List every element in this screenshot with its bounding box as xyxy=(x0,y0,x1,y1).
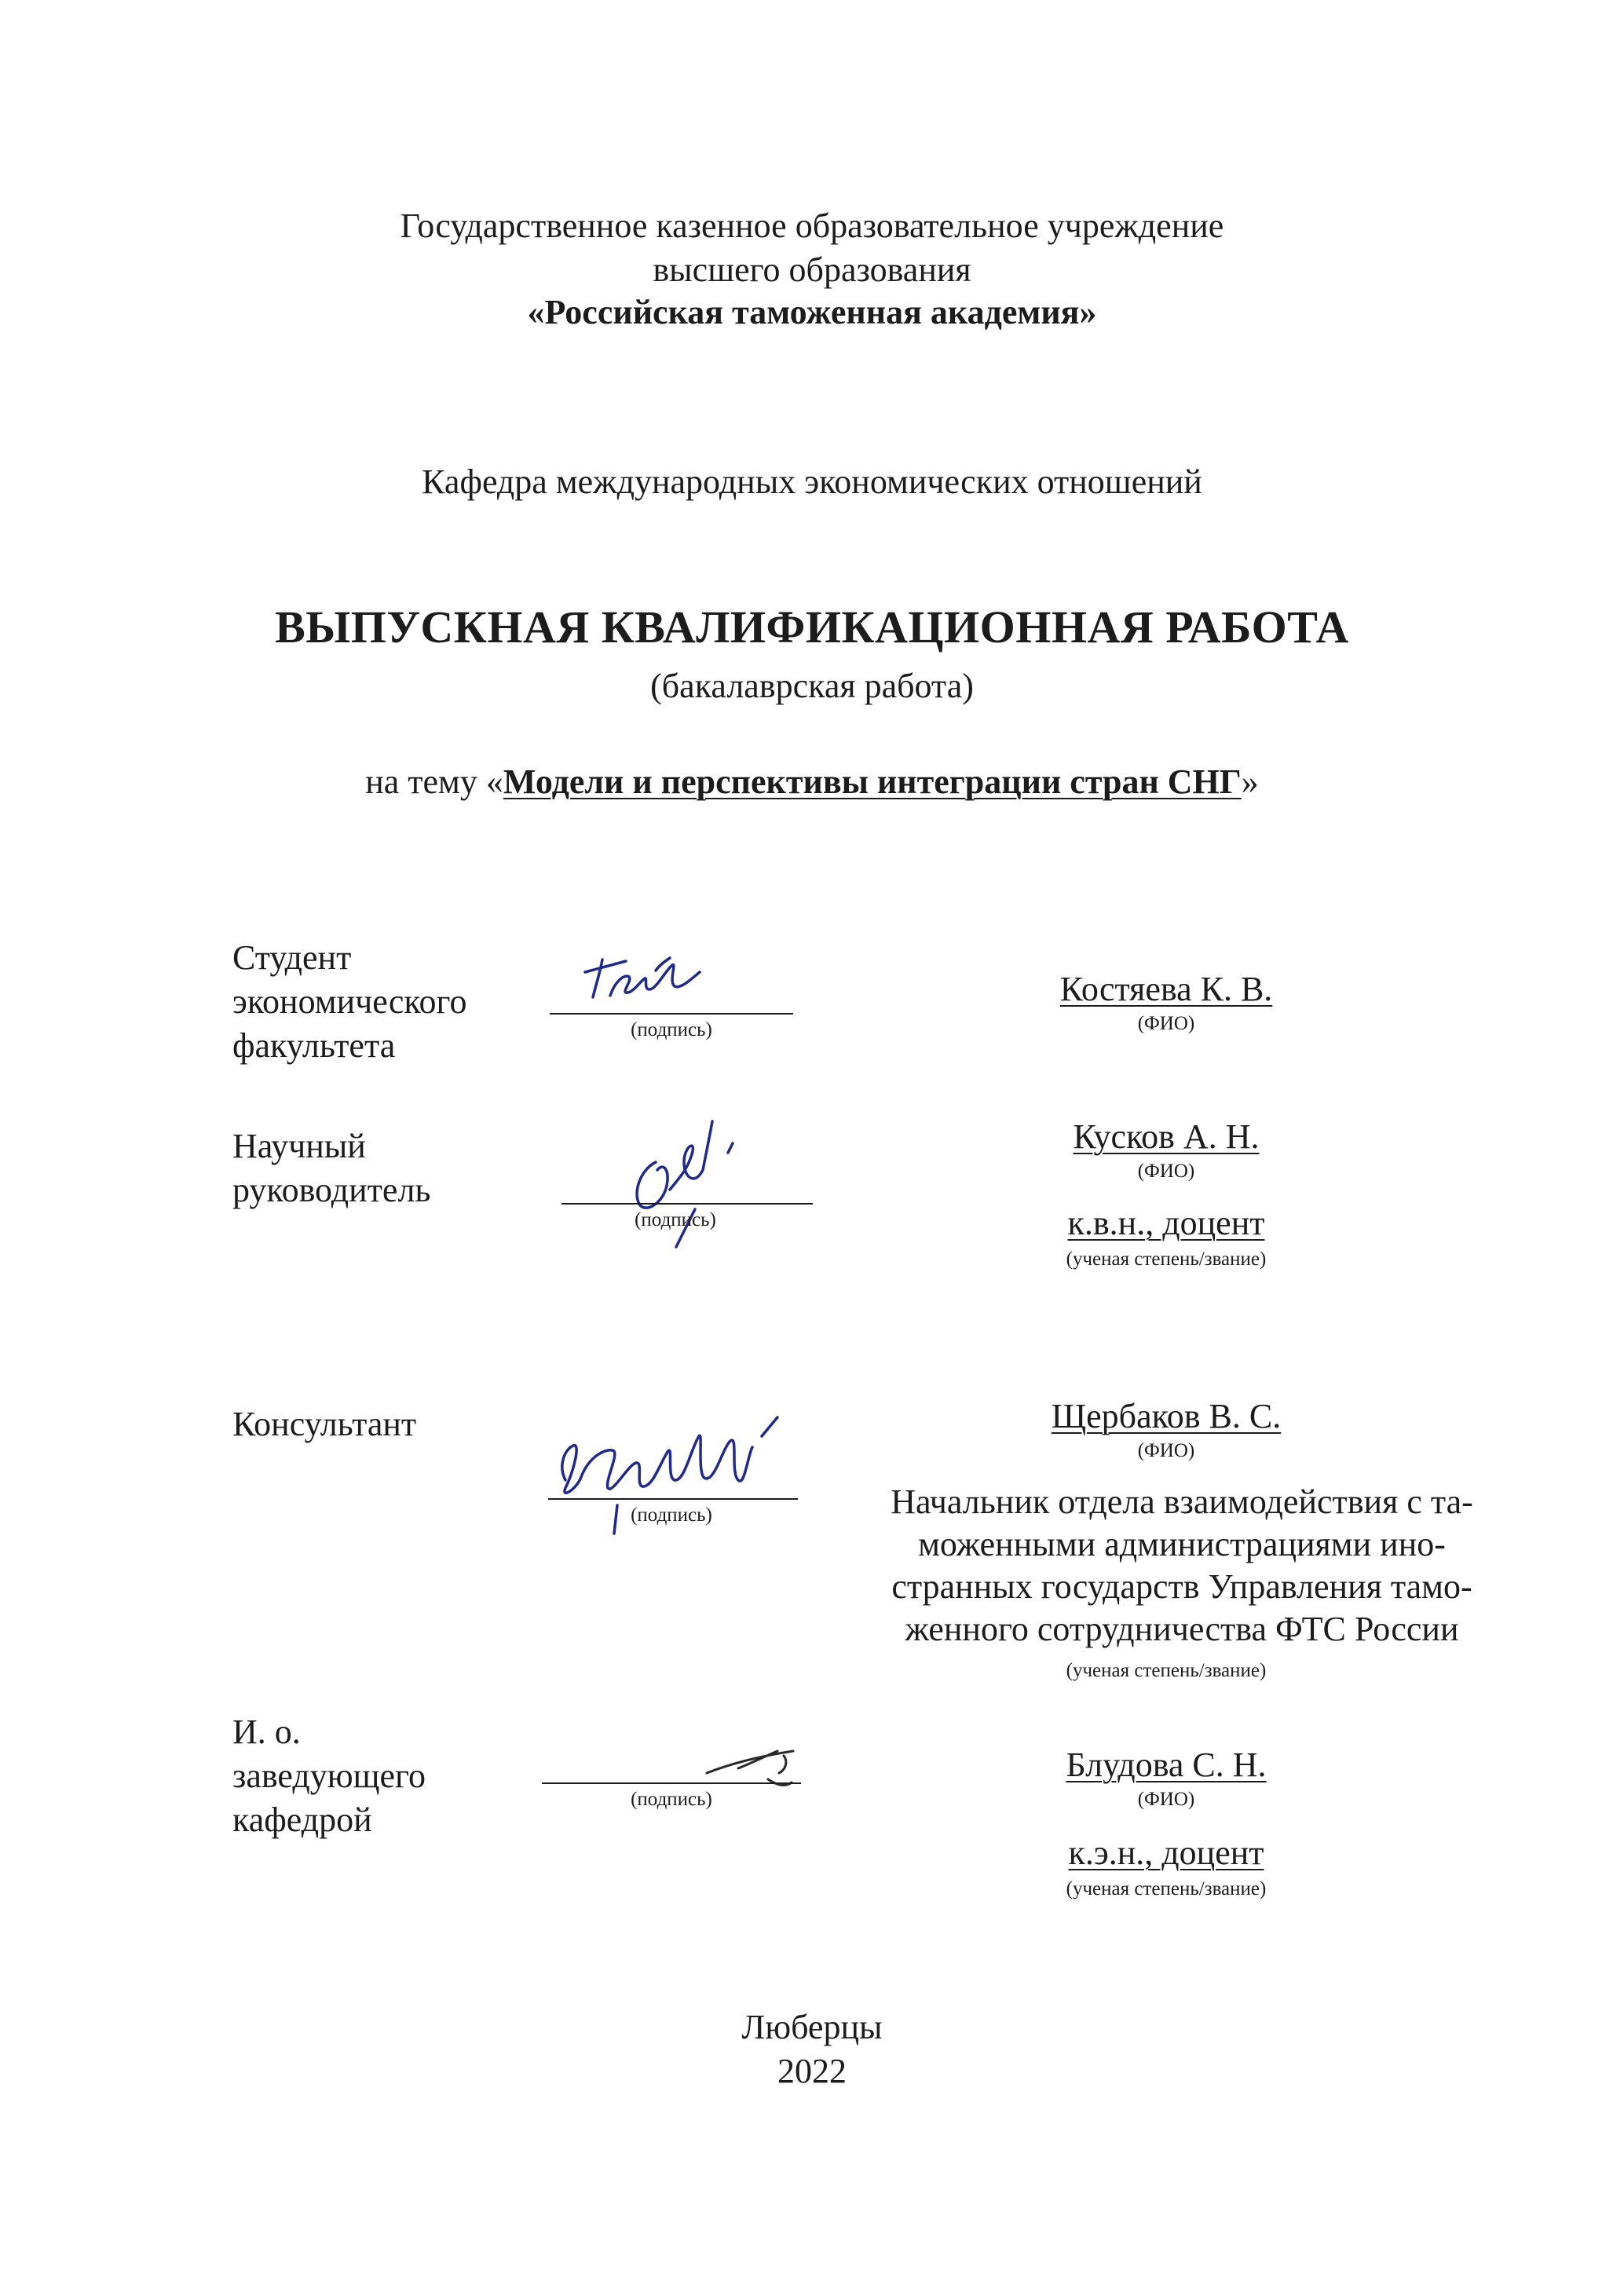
student-signature-line xyxy=(550,1013,793,1015)
head-degree-caption: (ученая степень/звание) xyxy=(1066,1878,1267,1899)
institution-line-2: высшего образования xyxy=(653,250,971,289)
supervisor-fio-caption: (ФИО) xyxy=(1137,1161,1195,1182)
topic-prefix: на тему « xyxy=(365,762,503,801)
topic-suffix: » xyxy=(1241,762,1259,801)
head-role-line: И. о. xyxy=(232,1713,301,1751)
student-role xyxy=(232,936,467,1068)
document-title: ВЫПУСКНАЯ КВАЛИФИКАЦИОННАЯ РАБОТА xyxy=(275,601,1349,653)
supervisor-name: Кусков А. Н. xyxy=(1073,1117,1260,1156)
consultant-fio-caption: (ФИО) xyxy=(1137,1440,1195,1461)
student-fio-caption: (ФИО) xyxy=(1137,1013,1195,1034)
consultant-position-line: странных государств Управления тамо- xyxy=(891,1567,1472,1606)
supervisor-role xyxy=(232,1124,430,1212)
consultant-signature-line xyxy=(548,1498,798,1500)
head-signature-line xyxy=(542,1782,801,1784)
student-signature xyxy=(577,950,711,1013)
head-name: Блудова С. Н. xyxy=(1066,1746,1267,1784)
topic-text: Модели и перспективы интеграции стран СНГ xyxy=(503,762,1242,801)
consultant-name: Щербаков В. С. xyxy=(1051,1397,1282,1435)
document-subtitle: (бакалаврская работа) xyxy=(650,667,974,705)
head-degree: к.э.н., доцент xyxy=(1068,1834,1264,1872)
academy-name: «Российская таможенная академия» xyxy=(527,293,1097,331)
consultant-position-line: женного сотрудничества ФТС России xyxy=(905,1610,1459,1648)
topic-line xyxy=(0,762,1624,802)
head-role xyxy=(232,1710,426,1842)
student-role-line: Студент xyxy=(232,938,352,977)
city: Люберцы xyxy=(741,2008,883,2046)
student-name: Костяева К. В. xyxy=(1059,970,1273,1008)
supervisor-degree-caption: (ученая степень/звание) xyxy=(1066,1249,1267,1270)
supervisor-role-line: руководитель xyxy=(232,1171,431,1209)
head-fio-caption: (ФИО) xyxy=(1137,1789,1195,1810)
supervisor-degree: к.в.н., доцент xyxy=(1067,1204,1265,1242)
supervisor-signature-line xyxy=(561,1203,813,1205)
consultant-signature-caption: (подпись) xyxy=(631,1504,712,1526)
consultant-position xyxy=(844,1481,1520,1651)
head-role-line: заведующего xyxy=(232,1757,426,1795)
supervisor-role-line: Научный xyxy=(232,1127,366,1165)
supervisor-signature-caption: (подпись) xyxy=(635,1209,716,1230)
head-signature xyxy=(691,1727,825,1798)
year: 2022 xyxy=(777,2052,847,2090)
student-role-line: экономического xyxy=(232,982,467,1021)
institution-line-1: Государственное казенное образовательное учреждение xyxy=(400,207,1224,245)
consultant-position-line: Начальник отдела взаимодействия с та- xyxy=(891,1483,1473,1521)
student-signature-caption: (подпись) xyxy=(631,1019,712,1040)
head-role-line: кафедрой xyxy=(232,1801,372,1839)
consultant-position-line: моженными администрациями ино- xyxy=(918,1525,1446,1563)
consultant-role-line: Консультант xyxy=(232,1405,417,1443)
student-role-line: факультета xyxy=(232,1026,396,1065)
head-signature-caption: (подпись) xyxy=(631,1789,712,1810)
consultant-degree-caption: (ученая степень/звание) xyxy=(1066,1660,1267,1681)
consultant-role xyxy=(232,1402,416,1446)
department-name: Кафедра международных экономических отношений xyxy=(422,462,1202,501)
